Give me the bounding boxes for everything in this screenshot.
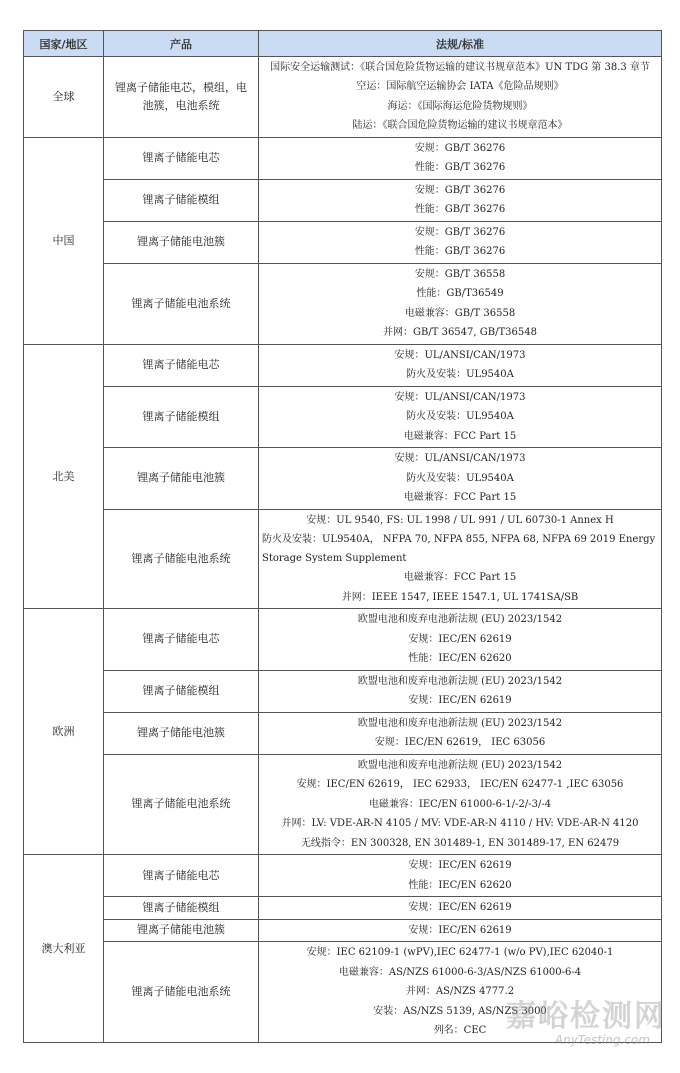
- standard-cell: [259, 712, 662, 754]
- standard-cell: [259, 609, 662, 671]
- standard-line: 国际安全运输测试：《联合国危险货物运输的建议书规章范本》UN TDG 第 38.3 章节: [270, 62, 650, 73]
- standard-line: 性能：IEC/EN 62620: [408, 653, 512, 664]
- standard-line: 电磁兼容：FCC Part 15: [403, 492, 517, 503]
- table-row: [24, 137, 662, 179]
- watermark-logo-text: 嘉峪检测网: [506, 999, 666, 1034]
- table-row: [24, 448, 662, 510]
- standard-line: 安装：AS/NZS 5139, AS/NZS 3000: [373, 1005, 547, 1017]
- product-cell: 锂离子储能电芯，模组，电池簇，电池系统: [104, 57, 259, 138]
- standard-line: 欧盟电池和废弃电池新法规 (EU) 2023/1542: [357, 675, 563, 687]
- standard-line: 安规：IEC/EN 62619: [408, 860, 512, 871]
- standard-line: 并网：LV: VDE-AR-N 4105 / MV: VDE-AR-N 4110 / HV: VDE-AR-N 4120: [281, 818, 639, 829]
- standard-cell: [259, 221, 662, 263]
- region-cell: 欧洲: [24, 609, 104, 855]
- standard-cell: [259, 919, 662, 942]
- standard-line: 性能：GB/T 36276: [414, 162, 506, 173]
- table-header-row: [24, 31, 662, 57]
- standard-cell: [259, 754, 662, 855]
- product-cell: 锂离子储能模组: [104, 386, 259, 448]
- standard-line: 安规：IEC/EN 62619: [408, 902, 512, 913]
- standard-line: 欧盟电池和废弃电池新法规 (EU) 2023/1542: [357, 759, 563, 771]
- standards-table: [23, 30, 662, 1043]
- standard-line: 性能：GB/T 36276: [414, 246, 506, 257]
- product-cell: 锂离子储能电池系统: [104, 754, 259, 855]
- product-cell: 锂离子储能电池簇: [104, 919, 259, 942]
- standard-cell: [259, 670, 662, 712]
- standard-cell: [259, 855, 662, 897]
- product-cell: 锂离子储能模组: [104, 670, 259, 712]
- table-row: [24, 179, 662, 221]
- standard-line: 安规：IEC/EN 62619: [408, 924, 512, 936]
- table-row: [24, 344, 662, 386]
- table-row: [24, 754, 662, 855]
- product-cell: 锂离子储能模组: [104, 179, 259, 221]
- standard-line: 并网：AS/NZS 4777.2: [405, 986, 515, 997]
- standard-line: 安规：IEC 62109-1 (wPV),IEC 62477-1 (w/o PV),IEC 62040-1: [306, 947, 614, 958]
- product-cell: 锂离子储能电芯: [104, 855, 259, 897]
- standard-line: 安规：UL/ANSI/CAN/1973: [394, 391, 526, 403]
- standard-line: 安规：GB/T 36276: [414, 226, 506, 238]
- standard-line: 安规：UL/ANSI/CAN/1973: [394, 349, 526, 361]
- table-row: [24, 509, 662, 609]
- product-cell: 锂离子储能电池系统: [104, 263, 259, 344]
- standard-cell: [259, 137, 662, 179]
- header-product: 产品: [104, 31, 259, 57]
- standard-line: 电磁兼容：FCC Part 15: [403, 572, 517, 583]
- standard-cell: [259, 509, 662, 609]
- region-cell: 北美: [24, 344, 104, 609]
- standard-line: 安规：GB/T 36276: [414, 142, 506, 154]
- standard-cell: [259, 179, 662, 221]
- standard-line: 防火及安装：UL9540A: [406, 472, 514, 484]
- standard-line: 性能：GB/T36549: [416, 288, 504, 299]
- standard-line: 电磁兼容：GB/T 36558: [404, 307, 516, 319]
- standard-line: 欧盟电池和废弃电池新法规 (EU) 2023/1542: [357, 717, 563, 729]
- table-row: [24, 712, 662, 754]
- standard-line: 并网：GB/T 36547, GB/T36548: [383, 327, 537, 338]
- product-cell: 锂离子储能电池系统: [104, 942, 259, 1043]
- standard-line: 防火及安装：UL9540A: [406, 369, 514, 380]
- table-row: [24, 919, 662, 942]
- table-row: [24, 221, 662, 263]
- table-row: [24, 897, 662, 920]
- standard-line: 防火及安装：UL9540A: [406, 411, 514, 422]
- standard-cell: [259, 263, 662, 344]
- standard-line: 海运：《国际海运危险货物规则》: [387, 100, 533, 112]
- standard-line: 陆运：《联合国危险货物运输的建议书规章范本》: [352, 120, 568, 131]
- region-cell: 全球: [24, 57, 104, 138]
- standard-cell: [259, 386, 662, 448]
- standard-cell: [259, 448, 662, 510]
- product-cell: 锂离子储能电芯: [104, 609, 259, 671]
- product-cell: 锂离子储能电池簇: [104, 221, 259, 263]
- table-row: [24, 386, 662, 448]
- product-cell: 锂离子储能电芯: [104, 344, 259, 386]
- product-cell: 锂离子储能电池簇: [104, 448, 259, 510]
- standard-line: 性能：GB/T 36276: [414, 204, 506, 215]
- watermark-url: AnyTesting.com: [554, 1033, 650, 1047]
- standard-line: 安规：GB/T 36558: [414, 268, 506, 280]
- standard-line: 电磁兼容：IEC/EN 61000-6-1/-2/-3/-4: [368, 798, 552, 810]
- standard-line: 电磁兼容：FCC Part 15: [403, 430, 517, 442]
- table-row: [24, 263, 662, 344]
- standard-line: 性能：IEC/EN 62620: [408, 879, 512, 891]
- product-cell: 锂离子储能电池簇: [104, 712, 259, 754]
- table-row: [24, 609, 662, 671]
- product-cell: 锂离子储能模组: [104, 897, 259, 920]
- standard-line: 安规：IEC/EN 62619， IEC 63056: [374, 737, 546, 748]
- product-cell: 锂离子储能电芯: [104, 137, 259, 179]
- watermark: [506, 1001, 666, 1047]
- table-row: [24, 57, 662, 138]
- product-cell: 锂离子储能电池系统: [104, 509, 259, 609]
- region-cell: 中国: [24, 137, 104, 344]
- standard-line: 安规：GB/T 36276: [414, 184, 506, 196]
- standard-line: 安规：IEC/EN 62619: [408, 633, 512, 645]
- standard-line: 防火及安装：UL9540A， NFPA 70, NFPA 855, NFPA 68, NFPA 69 2019 Energy Storage System Supplement: [262, 534, 656, 564]
- standard-line: 并网：IEEE 1547, IEEE 1547.1, UL 1741SA/SB: [341, 591, 579, 603]
- table-row: [24, 855, 662, 897]
- header-standard: 法规/标准: [259, 31, 662, 57]
- standard-line: 安规：UL/ANSI/CAN/1973: [394, 453, 526, 464]
- standard-cell: [259, 57, 662, 138]
- standard-line: 安规：UL 9540, FS: UL 1998 / UL 991 / UL 60730-1 Annex H: [306, 514, 614, 526]
- region-cell: 澳大利亚: [24, 855, 104, 1043]
- standard-line: 无线指令：EN 300328, EN 301489-1, EN 301489-17, EN 62479: [300, 837, 620, 849]
- standard-cell: [259, 897, 662, 920]
- standard-line: 列名：CEC: [433, 1025, 487, 1036]
- standard-line: 安规：IEC/EN 62619， IEC 62933， IEC/EN 62477-1 ,IEC 63056: [296, 779, 624, 790]
- standard-cell: [259, 344, 662, 386]
- table-row: [24, 670, 662, 712]
- standard-line: 电磁兼容：AS/NZS 61000-6-3/AS/NZS 61000-6-4: [338, 966, 582, 978]
- standard-line: 空运：国际航空运输协会 IATA《危险品规则》: [356, 81, 564, 92]
- standard-line: 安规：IEC/EN 62619: [408, 695, 512, 706]
- standard-line: 欧盟电池和废弃电池新法规 (EU) 2023/1542: [357, 614, 563, 625]
- header-region: 国家/地区: [24, 31, 104, 57]
